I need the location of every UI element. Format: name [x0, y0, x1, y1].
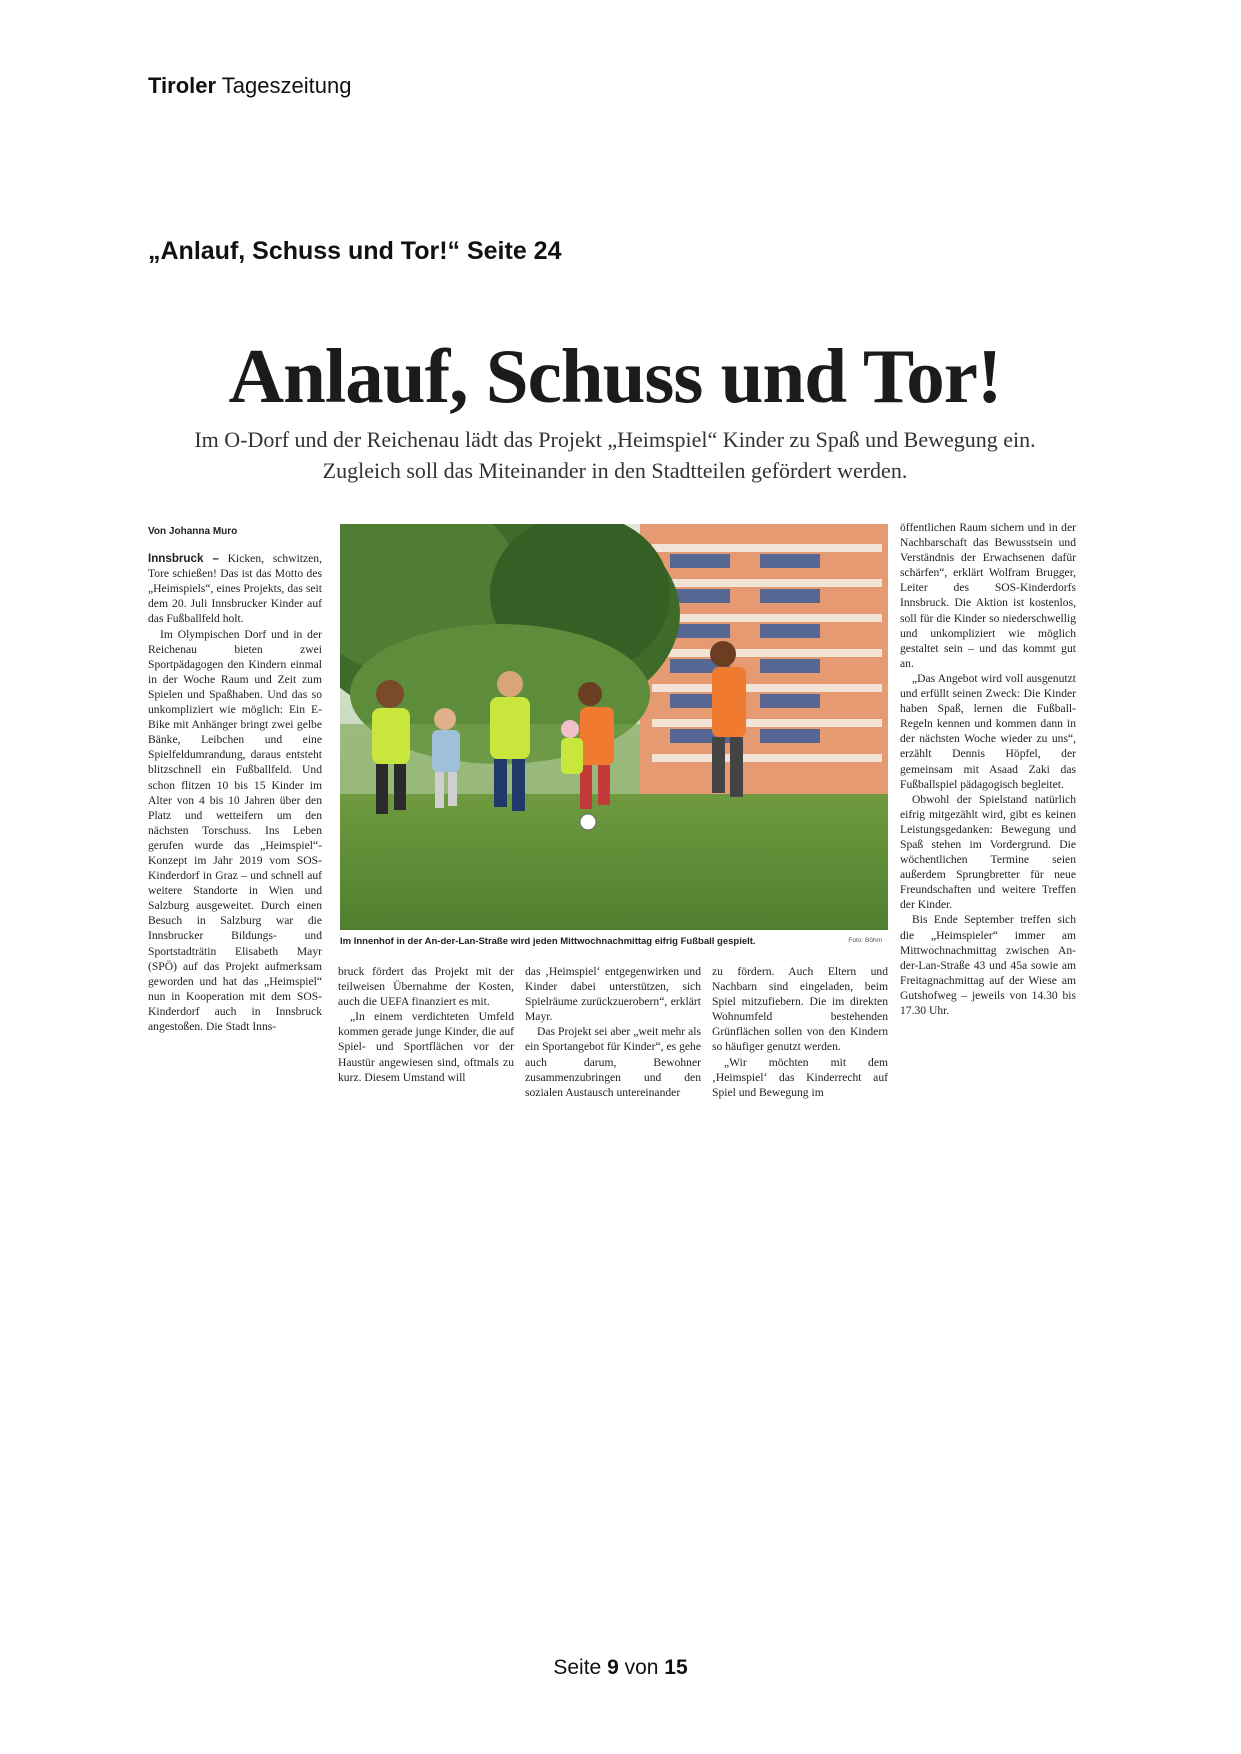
photo-credit: Foto: Böhm	[848, 937, 882, 944]
article-column-1	[148, 524, 322, 1120]
photo-caption-row	[340, 936, 888, 950]
paragraph: Das Projekt sei aber „weit mehr als ein Sportangebot für Kinder“, es gehe auch darum, Bewohner zusammenzubringen und den sozialen Austausch untereinander	[525, 1025, 701, 1099]
photo-kids-playing-football	[340, 524, 888, 930]
masthead	[148, 73, 351, 99]
photo-caption: Im Innenhof in der An-der-Lan-Straße wird jeden Mittwochnachmittag eifrig Fußball gespielt.	[340, 936, 756, 947]
footer-prefix: Seite	[553, 1656, 602, 1679]
paragraph: Im Olympischen Dorf und in der Reichenau bieten zwei Sportpädagogen den Kindern einmal in der Woche Raum und Zeit zum Spielen und Spaßhaben. Und das so unkompliziert wie möglich: Ein E-Bike mit Anhänger bringt zwei gelbe Bänke, Leibchen und eine Spielfeldumrandung, daraus entsteht blitzschnell ein Fußballfeld. Und schon flitzen 10 bis 15 Kinder im Alter von 4 bis 10 Jahren über den Platz und wetteifern um den nächsten Torschuss. Ins Leben gerufen wurde das „Heimspiel“-Konzept im Jahr 2019 vom SOS-Kinderdorf in Graz – und schnell auf weitere Standorte in Wien und Salzburg ausgeweitet. Durch einen Besuch in Salzburg war die Innsbrucker Bildungs- und Sportstadträtin Elisabeth Mayr (SPÖ) auf das Projekt aufmerksam geworden und hat das „Heimspiel“ nun in Kooperation mit dem SOS-Kinderdorf auch in Innsbruck angestoßen. Die Stadt Inns-	[148, 627, 322, 1033]
paragraph: „Wir möchten mit dem ‚Heimspiel‘ das Kinderrecht auf Spiel und Bewegung im	[712, 1055, 888, 1099]
article-photo	[340, 524, 888, 930]
article-reference: „Anlauf, Schuss und Tor!“ Seite 24	[148, 237, 562, 265]
dateline: Innsbruck –	[148, 552, 219, 566]
paragraph: „Das Angebot wird voll ausgenutzt und erfüllt seinen Zweck: Die Kinder haben Spaß, lernen die Fußball-Regeln kennen und kommen dann in der nächsten Woche wieder zu uns“, erzählt Dennis Höpfel, der gemeinsam mit Asaad Zaki das Fußballspiel pädagogisch begleitet.	[900, 671, 1076, 791]
paragraph	[148, 551, 322, 626]
masthead-brand-bold: Tiroler	[148, 73, 217, 98]
paragraph: das ‚Heimspiel‘ entgegenwirken und Kinder dabei unterstützen, sich Spielräume zurückzuerobern“, erklärt Mayr.	[525, 965, 701, 1024]
page-number-footer	[0, 1656, 1241, 1680]
paragraph: öffentlichen Raum sichern und in der Nachbarschaft das Bewusstsein und Verständnis der Erwachsenen dafür schärfen“, erklärt Wolfram Brugger, Leiter des SOS-Kinderdorfs Innsbruck. Die Aktion ist kostenlos, soll für die Kinder so niederschwellig und unkompliziert wie möglich gestaltet sein – und das kommt gut an.	[900, 521, 1076, 670]
footer-total-pages: 15	[664, 1656, 688, 1679]
paragraph: zu fördern. Auch Eltern und Nachbarn sind eingeladen, beim Spiel mitzufiebern. Die im direkten Wohnumfeld bestehenden Grünflächen sollen von den Kindern so häufiger genutzt werden.	[712, 965, 888, 1054]
footer-current-page: 9	[607, 1656, 619, 1679]
paragraph: „In einem verdichteten Umfeld kommen gerade junge Kinder, die auf Spiel- und Sportflächen vor der Haustür angewiesen sind, oftmals zu kurz. Diesem Umstand will	[338, 1010, 514, 1084]
paragraph: bruck fördert das Projekt mit der teilweisen Übernahme der Kosten, auch die UEFA finanziert es mit.	[338, 965, 514, 1009]
article-column-2	[338, 964, 514, 1120]
article-headline: Anlauf, Schuss und Tor!	[228, 333, 1002, 419]
paragraph-text: Kicken, schwitzen, Tore schießen! Das ist das Motto des „Heimspiels“, eines Projekts, das seit dem 20. Juli Innsbrucker Kinder auf das Fußballfeld holt.	[148, 552, 322, 626]
newspaper-clipping	[140, 320, 1090, 1120]
masthead-brand-regular: Tageszeitung	[221, 73, 352, 98]
footer-middle: von	[624, 1656, 659, 1679]
article-column-5	[900, 520, 1076, 1120]
article-column-4	[712, 964, 888, 1120]
paragraph: Bis Ende September treffen sich die „Heimspieler“ immer am Mittwochnachmittag zwischen An-der-Lan-Straße 43 und 45a sowie am Freitagnachmittag auf der Wiese am Gutshofweg – jeweils von 14.30 bis 17.30 Uhr.	[900, 913, 1076, 1017]
article-column-3	[525, 964, 701, 1120]
byline: Von Johanna Muro	[148, 526, 238, 537]
article-subhead: Im O-Dorf und der Reichenau lädt das Projekt „Heimspiel“ Kinder zu Spaß und Bewegung ein. Zugleich soll das Miteinander in den Stadtteilen gefördert werden.	[194, 427, 1036, 483]
paragraph: Obwohl der Spielstand natürlich eifrig mitgezählt wird, gibt es keinen Leistungsgedanken: Bewegung und Spaß stehen im Vordergrund. Die wöchentlichen Termine seien außerdem Sprungbretter für neue Freundschaften und weitere Treffen der Kinder.	[900, 792, 1076, 912]
